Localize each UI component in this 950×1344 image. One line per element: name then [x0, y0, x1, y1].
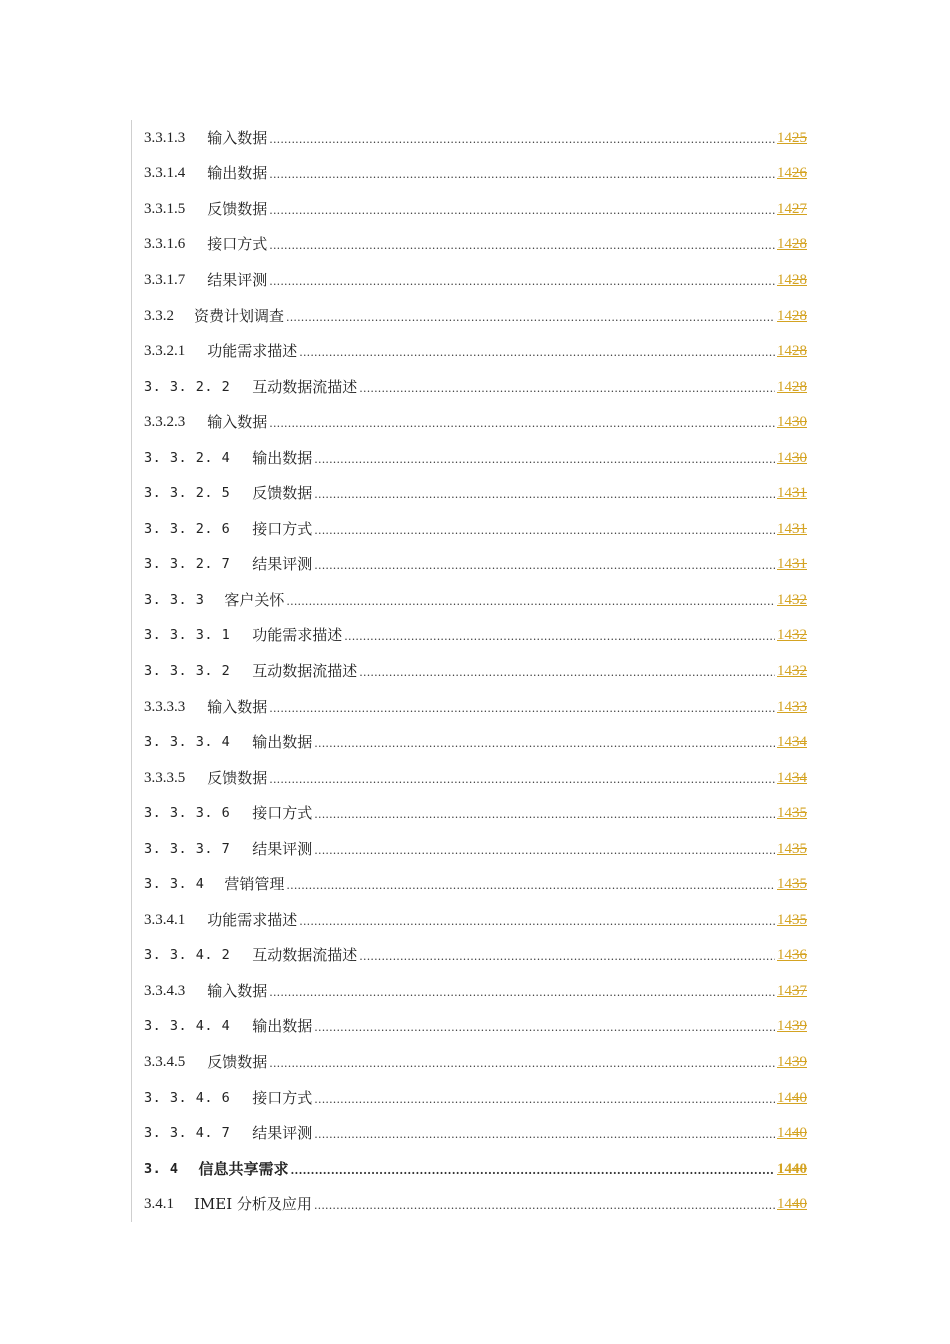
- toc-page-link[interactable]: [777, 234, 807, 254]
- toc-page-old-digits: 36: [792, 947, 807, 964]
- toc-page-old-digits: 28: [792, 271, 807, 288]
- toc-entry-number: 3.3.3.5: [144, 769, 186, 786]
- toc-dot-leader: [359, 661, 775, 681]
- toc-entry[interactable]: [131, 369, 807, 405]
- toc-entry-number: 3. 3. 4. 4: [144, 1018, 231, 1035]
- toc-page-prefix: 14: [777, 1125, 792, 1142]
- toc-page-old-digits: 40: [792, 1089, 807, 1106]
- toc-entry-number: 3.3.2: [144, 307, 174, 324]
- toc-page-old-digits: 26: [792, 165, 807, 182]
- toc-entry-title: 反馈数据: [207, 768, 268, 787]
- toc-entry[interactable]: [131, 724, 807, 760]
- toc-entry-title: 功能需求描述: [207, 342, 298, 361]
- toc-entry[interactable]: [131, 795, 807, 831]
- toc-page-link[interactable]: [777, 1088, 807, 1108]
- toc-dot-leader: [269, 412, 775, 432]
- toc-dot-leader: [344, 625, 775, 645]
- toc-page-prefix: 14: [777, 627, 792, 644]
- toc-entry-number: 3. 4: [144, 1160, 179, 1177]
- toc-dot-leader: [359, 945, 775, 965]
- toc-entry-title: 接口方式: [252, 1088, 313, 1107]
- toc-page-link[interactable]: [777, 910, 807, 930]
- toc-dot-leader: [269, 981, 775, 1001]
- toc-page-link[interactable]: [777, 341, 807, 361]
- toc-entry[interactable]: [131, 866, 807, 902]
- toc-entry-title: 功能需求描述: [252, 626, 343, 645]
- toc-entry-number: 3.3.1.7: [144, 271, 186, 288]
- toc-entry-number: 3. 3. 2. 2: [144, 378, 231, 395]
- toc-dot-leader: [286, 590, 775, 610]
- toc-dot-leader: [291, 1159, 775, 1179]
- toc-page-link[interactable]: [777, 163, 807, 183]
- toc-page-prefix: 14: [777, 1089, 792, 1106]
- toc-page-link[interactable]: [777, 945, 807, 965]
- toc-page-link[interactable]: [777, 448, 807, 468]
- toc-dot-leader: [286, 306, 775, 326]
- toc-page-link[interactable]: [777, 1159, 807, 1179]
- toc-entry-title: 接口方式: [207, 235, 268, 254]
- toc-entry-title: 接口方式: [252, 804, 313, 823]
- toc-entry-number: 3. 3. 3. 6: [144, 805, 231, 822]
- toc-page-link[interactable]: [777, 697, 807, 717]
- toc-page-link[interactable]: [777, 554, 807, 574]
- toc-entry[interactable]: [131, 547, 807, 583]
- toc-entry[interactable]: [131, 1080, 807, 1116]
- toc-entry[interactable]: [131, 689, 807, 725]
- toc-dot-leader: [314, 1016, 775, 1036]
- toc-page-prefix: 14: [777, 449, 792, 466]
- toc-page-link[interactable]: [777, 128, 807, 148]
- toc-entry[interactable]: [131, 298, 807, 334]
- table-of-contents: [131, 120, 807, 1222]
- toc-page-link[interactable]: [777, 483, 807, 503]
- toc-entry-number: 3. 3. 3. 7: [144, 840, 231, 857]
- toc-entry-title: 资费计划调查: [194, 306, 285, 325]
- toc-entry-number: 3.3.4.1: [144, 911, 186, 928]
- toc-entry-title: 输出数据: [252, 733, 313, 752]
- toc-page-prefix: 14: [777, 911, 792, 928]
- toc-page-old-digits: 37: [792, 982, 807, 999]
- toc-dot-leader: [269, 128, 775, 148]
- toc-page-old-digits: 28: [792, 307, 807, 324]
- toc-entry[interactable]: [131, 582, 807, 618]
- toc-entry[interactable]: [131, 475, 807, 511]
- toc-page-link[interactable]: [777, 625, 807, 645]
- toc-entry-number: 3.4.1: [144, 1196, 174, 1213]
- toc-entry[interactable]: [131, 511, 807, 547]
- toc-page-prefix: 14: [777, 236, 792, 253]
- toc-page-prefix: 14: [777, 129, 792, 146]
- toc-page-link[interactable]: [777, 768, 807, 788]
- toc-dot-leader: [269, 234, 775, 254]
- toc-entry[interactable]: [131, 653, 807, 689]
- toc-entry-title: 输出数据: [252, 1017, 313, 1036]
- toc-page-link[interactable]: [777, 306, 807, 326]
- toc-entry[interactable]: [131, 227, 807, 263]
- toc-entry[interactable]: [131, 262, 807, 298]
- toc-entry[interactable]: [131, 831, 807, 867]
- toc-page-prefix: 14: [777, 1196, 792, 1213]
- toc-page-link[interactable]: [777, 1016, 807, 1036]
- toc-page-old-digits: 28: [792, 343, 807, 360]
- toc-entry-title: 反馈数据: [252, 484, 313, 503]
- toc-page-old-digits: 39: [792, 1053, 807, 1070]
- toc-entry-title: 输入数据: [207, 981, 268, 1000]
- toc-page-old-digits: 27: [792, 200, 807, 217]
- toc-entry[interactable]: [131, 1009, 807, 1045]
- toc-page-old-digits: 31: [792, 520, 807, 537]
- toc-dot-leader: [269, 270, 775, 290]
- toc-dot-leader: [314, 839, 775, 859]
- toc-dot-leader: [314, 448, 775, 468]
- toc-dot-leader: [269, 768, 775, 788]
- toc-page-old-digits: 35: [792, 911, 807, 928]
- toc-page-old-digits: 39: [792, 1018, 807, 1035]
- toc-entry-number: 3.3.4.3: [144, 982, 186, 999]
- toc-entry[interactable]: [131, 1186, 807, 1222]
- toc-page-prefix: 14: [777, 378, 792, 395]
- toc-entry-number: 3. 3. 3. 2: [144, 662, 231, 679]
- toc-page-prefix: 14: [777, 307, 792, 324]
- toc-entry-number: 3.3.1.4: [144, 165, 186, 182]
- toc-page-prefix: 14: [777, 734, 792, 751]
- toc-entry-title: 互动数据流描述: [252, 661, 358, 680]
- toc-entry-number: 3. 3. 4: [144, 876, 205, 893]
- toc-entry-title: 营销管理: [224, 875, 285, 894]
- toc-page-prefix: 14: [777, 271, 792, 288]
- toc-page-old-digits: 33: [792, 698, 807, 715]
- toc-page-prefix: 14: [777, 1018, 792, 1035]
- toc-dot-leader: [314, 803, 775, 823]
- toc-page-prefix: 14: [777, 591, 792, 608]
- toc-entry-title: 输入数据: [207, 697, 268, 716]
- toc-dot-leader: [314, 519, 775, 539]
- toc-page-prefix: 14: [777, 1160, 792, 1177]
- toc-page-link[interactable]: [777, 1052, 807, 1072]
- toc-entry[interactable]: [131, 618, 807, 654]
- toc-page-old-digits: 25: [792, 129, 807, 146]
- toc-page-prefix: 14: [777, 1053, 792, 1070]
- toc-page-prefix: 14: [777, 165, 792, 182]
- toc-page-link[interactable]: [777, 377, 807, 397]
- toc-page-link[interactable]: [777, 590, 807, 610]
- toc-entry-number: 3. 3. 3. 4: [144, 734, 231, 751]
- toc-page-prefix: 14: [777, 414, 792, 431]
- toc-page-old-digits: 30: [792, 449, 807, 466]
- toc-entry[interactable]: [131, 404, 807, 440]
- toc-page-prefix: 14: [777, 805, 792, 822]
- toc-entry-number: 3. 3. 4. 2: [144, 947, 231, 964]
- toc-entry-title: 互动数据流描述: [252, 946, 358, 965]
- toc-entry[interactable]: [131, 973, 807, 1009]
- toc-page-old-digits: 32: [792, 627, 807, 644]
- toc-entry[interactable]: [131, 156, 807, 192]
- toc-page-old-digits: 40: [792, 1125, 807, 1142]
- toc-dot-leader: [314, 1194, 775, 1214]
- toc-page-link[interactable]: [777, 839, 807, 859]
- toc-page-old-digits: 40: [792, 1160, 807, 1177]
- toc-entry-title: 结果评测: [252, 839, 313, 858]
- toc-page-old-digits: 31: [792, 556, 807, 573]
- toc-page-link[interactable]: [777, 412, 807, 432]
- toc-dot-leader: [269, 163, 775, 183]
- toc-entry[interactable]: [131, 760, 807, 796]
- toc-page-old-digits: 28: [792, 236, 807, 253]
- toc-page-link[interactable]: [777, 981, 807, 1001]
- toc-page-prefix: 14: [777, 520, 792, 537]
- toc-page-old-digits: 32: [792, 662, 807, 679]
- toc-page-old-digits: 30: [792, 414, 807, 431]
- toc-page-old-digits: 35: [792, 876, 807, 893]
- toc-page-link[interactable]: [777, 199, 807, 219]
- toc-dot-leader: [269, 1052, 775, 1072]
- toc-page-old-digits: 40: [792, 1196, 807, 1213]
- toc-dot-leader: [314, 554, 775, 574]
- toc-entry-number: 3.3.1.3: [144, 129, 186, 146]
- toc-entry[interactable]: [131, 1115, 807, 1151]
- toc-entry-number: 3.3.3.3: [144, 698, 186, 715]
- toc-entry-title: 信息共享需求: [198, 1159, 289, 1178]
- toc-page-prefix: 14: [777, 769, 792, 786]
- toc-entry-title: 结果评测: [252, 1124, 313, 1143]
- toc-dot-leader: [269, 697, 775, 717]
- toc-entry-title: 输出数据: [207, 164, 268, 183]
- toc-page-link[interactable]: [777, 803, 807, 823]
- toc-entry[interactable]: [131, 440, 807, 476]
- toc-page-prefix: 14: [777, 343, 792, 360]
- toc-entry-title: 客户关怀: [224, 590, 285, 609]
- toc-entry-title: 输出数据: [252, 448, 313, 467]
- toc-dot-leader: [269, 199, 775, 219]
- toc-entry-number: 3. 3. 3. 1: [144, 627, 231, 644]
- toc-entry-number: 3. 3. 2. 7: [144, 556, 231, 573]
- toc-dot-leader: [359, 377, 775, 397]
- toc-entry-title: 功能需求描述: [207, 910, 298, 929]
- toc-dot-leader: [314, 732, 775, 752]
- toc-page-old-digits: 34: [792, 769, 807, 786]
- toc-page-old-digits: 31: [792, 485, 807, 502]
- toc-page-old-digits: 35: [792, 840, 807, 857]
- toc-entry[interactable]: [131, 333, 807, 369]
- toc-entry[interactable]: [131, 938, 807, 974]
- toc-page-link[interactable]: [777, 661, 807, 681]
- toc-page-old-digits: 35: [792, 805, 807, 822]
- toc-page-prefix: 14: [777, 485, 792, 502]
- toc-page-prefix: 14: [777, 982, 792, 999]
- toc-entry-title: 输入数据: [207, 128, 268, 147]
- toc-page-link[interactable]: [777, 270, 807, 290]
- toc-page-link[interactable]: [777, 1194, 807, 1214]
- toc-entry-number: 3. 3. 4. 6: [144, 1089, 231, 1106]
- toc-entry-number: 3.3.1.5: [144, 200, 186, 217]
- toc-entry-number: 3.3.4.5: [144, 1053, 186, 1070]
- toc-page-prefix: 14: [777, 200, 792, 217]
- toc-entry-title: 反馈数据: [207, 1052, 268, 1071]
- toc-page-prefix: 14: [777, 556, 792, 573]
- toc-entry-number: 3. 3. 2. 5: [144, 485, 231, 502]
- toc-entry-number: 3. 3. 2. 4: [144, 449, 231, 466]
- toc-entry[interactable]: [131, 120, 807, 156]
- toc-entry-number: 3. 3. 3: [144, 591, 205, 608]
- toc-page-old-digits: 32: [792, 591, 807, 608]
- toc-page-prefix: 14: [777, 947, 792, 964]
- toc-entry-number: 3. 3. 4. 7: [144, 1125, 231, 1142]
- toc-page-prefix: 14: [777, 698, 792, 715]
- toc-page-link[interactable]: [777, 732, 807, 752]
- toc-page-prefix: 14: [777, 876, 792, 893]
- toc-entry-number: 3.3.1.6: [144, 236, 186, 253]
- toc-entry-number: 3. 3. 2. 6: [144, 520, 231, 537]
- toc-dot-leader: [314, 483, 775, 503]
- toc-page-prefix: 14: [777, 662, 792, 679]
- toc-page-link[interactable]: [777, 1123, 807, 1143]
- toc-page-prefix: 14: [777, 840, 792, 857]
- toc-dot-leader: [299, 910, 775, 930]
- toc-entry[interactable]: [131, 191, 807, 227]
- toc-page-old-digits: 28: [792, 378, 807, 395]
- toc-page-link[interactable]: [777, 874, 807, 894]
- toc-entry[interactable]: [131, 1044, 807, 1080]
- toc-dot-leader: [314, 1088, 775, 1108]
- toc-entry-title: 反馈数据: [207, 199, 268, 218]
- toc-dot-leader: [314, 1123, 775, 1143]
- toc-entry-title: 输入数据: [207, 413, 268, 432]
- toc-entry[interactable]: [131, 1151, 807, 1187]
- toc-dot-leader: [286, 874, 775, 894]
- toc-entry-number: 3.3.2.1: [144, 343, 186, 360]
- toc-entry-title: 接口方式: [252, 519, 313, 538]
- toc-dot-leader: [299, 341, 775, 361]
- toc-page-link[interactable]: [777, 519, 807, 539]
- toc-entry-title: 结果评测: [252, 555, 313, 574]
- toc-entry-title: 结果评测: [207, 270, 268, 289]
- toc-entry-title: IMEI 分析及应用: [194, 1195, 312, 1214]
- toc-entry[interactable]: [131, 902, 807, 938]
- toc-entry-title: 互动数据流描述: [252, 377, 358, 396]
- toc-entry-number: 3.3.2.3: [144, 414, 186, 431]
- toc-page-old-digits: 34: [792, 734, 807, 751]
